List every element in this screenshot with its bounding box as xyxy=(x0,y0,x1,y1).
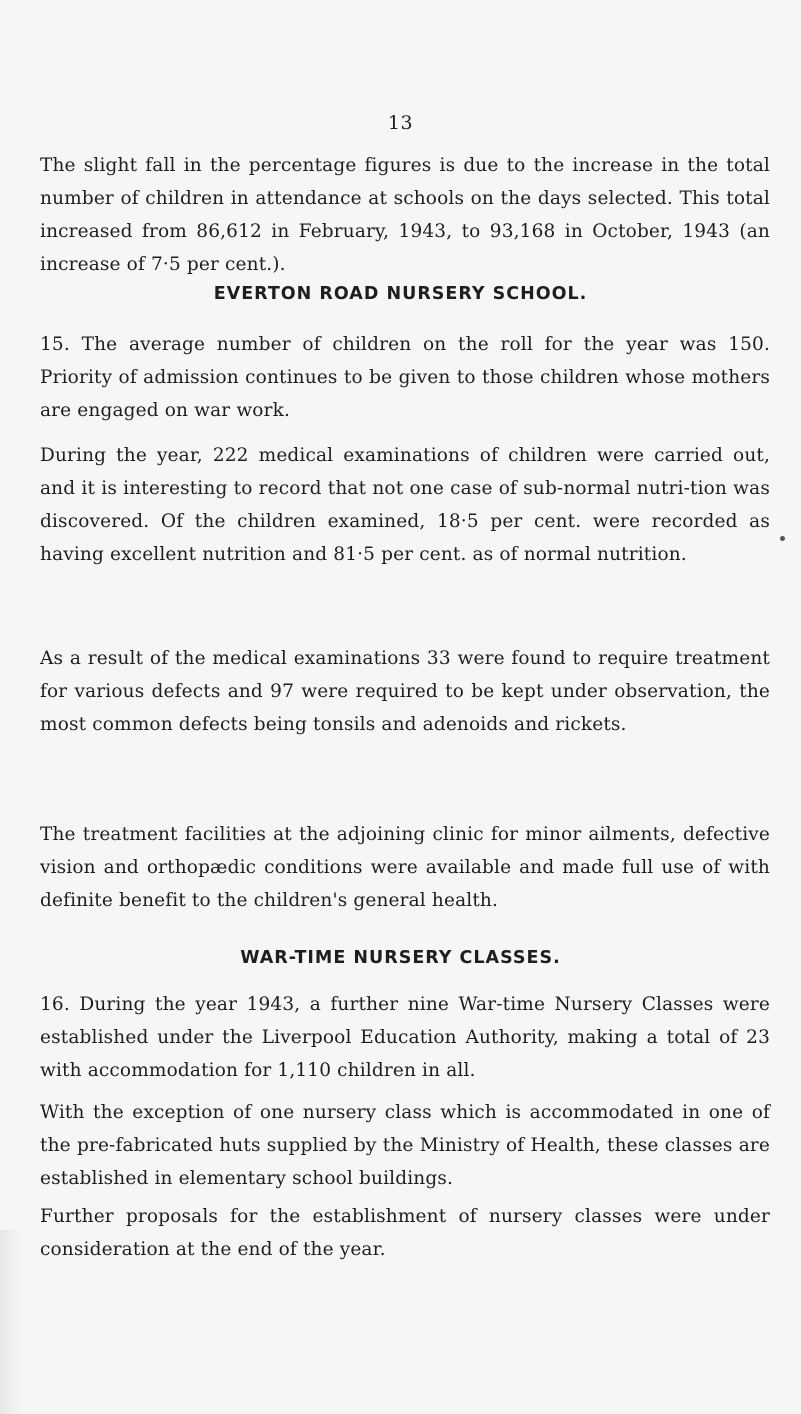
intro-paragraph: The slight fall in the percentage figures is due to the increase in the total number of children in attendance at schools on the days selected. This total increased from 86,612 in February, 1943, to 93,168 in October, 1943 (an increase of 7·5 per cent.). xyxy=(40,155,770,275)
everton-paragraph-2: During the year, 222 medical examinations of children were carried out, and it is interesting to record that not one case of sub-normal nutri-tion was discovered. Of the children examined, 18·5 per cent. were recorded as having excellent nutrition and 81·5 per cent. as of normal nutrition. xyxy=(40,445,770,565)
scan-edge-shadow xyxy=(0,1230,22,1414)
wartime-paragraph-2: With the exception of one nursery class which is accommodated in one of the pre-fabricated huts supplied by the Ministry of Health, these classes are established in elementary school buildings. xyxy=(40,1102,770,1189)
everton-paragraph-4: The treatment facilities at the adjoining clinic for minor ailments, defective vision and orthopædic conditions were available and made full use of with definite benefit to the children's general health. xyxy=(40,824,770,911)
section-heading-wartime: WAR-TIME NURSERY CLASSES. xyxy=(240,948,561,968)
everton-paragraph-3: As a result of the medical examinations 33 were found to require treatment for various defects and 97 were required to be kept under observation, the most common defects being tonsils and adenoids and rickets. xyxy=(40,648,770,735)
page-number: 13 xyxy=(387,112,414,134)
section-heading-everton: EVERTON ROAD NURSERY SCHOOL. xyxy=(213,284,588,304)
everton-paragraph-1: 15. The average number of children on the roll for the year was 150. Priority of admission continues to be given to those children whose mothers are engaged on war work. xyxy=(40,334,770,421)
scan-speck xyxy=(780,536,785,541)
wartime-paragraph-1: 16. During the year 1943, a further nine War-time Nursery Classes were established under the Liverpool Education Authority, making a total of 23 with accommodation for 1,110 children in all. xyxy=(40,994,770,1081)
wartime-paragraph-3: Further proposals for the establishment of nursery classes were under consideration at the end of the year. xyxy=(40,1206,770,1260)
